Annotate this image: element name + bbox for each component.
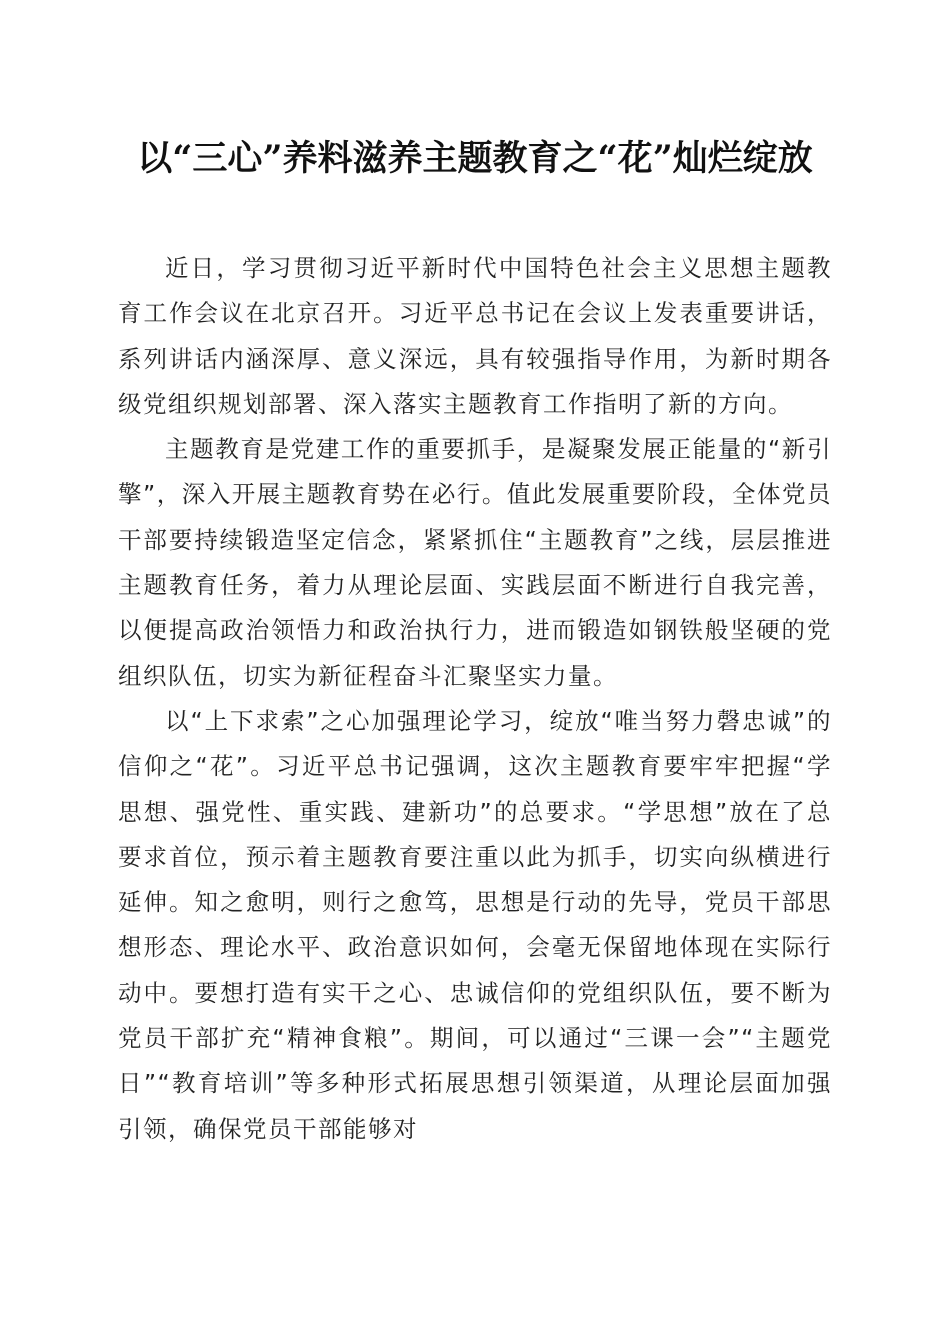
paragraph: 以“上下求索”之心加强理论学习，绽放“唯当努力磬忠诚”的信仰之“花”。习近平总书记强调，这次主题教育要牢牢把握“学思想、强党性、重实践、建新功”的总要求。“学思想”放在了总要求首位，预示着主题教育要注重以此为抓手，切实向纵横进行延伸。知之愈明，则行之愈笃，思想是行动的先导，党员干部思想形态、理论水平、政治意识如何，会毫无保留地体现在实际行动中。要想打造有实干之心、忠诚信仰的党组织队伍，要不断为党员干部扩充“精神食粮”。期间，可以通过“三课一会”“主题党日”“教育培训”等多种形式拓展思想引领渠道，从理论层面加强引领，确保党员干部能够对 <box>118 706 832 1143</box>
document-body <box>118 246 832 1152</box>
paragraph: 近日，学习贯彻习近平新时代中国特色社会主义思想主题教育工作会议在北京召开。习近平总书记在会议上发表重要讲话，系列讲话内涵深厚、意义深远，具有较强指导作用，为新时期各级党组织规划部署、深入落实主题教育工作指明了新的方向。 <box>118 254 832 418</box>
paragraph: 主题教育是党建工作的重要抓手，是凝聚发展正能量的“新引擎”，深入开展主题教育势在必行。值此发展重要阶段，全体党员干部要持续锻造坚定信念，紧紧抓住“主题教育”之线，层层推进主题教育任务，着力从理论层面、实践层面不断进行自我完善，以便提高政治领悟力和政治执行力，进而锻造如钢铁般坚硬的党组织队伍，切实为新征程奋斗汇聚坚实力量。 <box>118 435 832 690</box>
document-title: 以“三心”养料滋养主题教育之“花”灿烂绽放 <box>137 138 813 179</box>
